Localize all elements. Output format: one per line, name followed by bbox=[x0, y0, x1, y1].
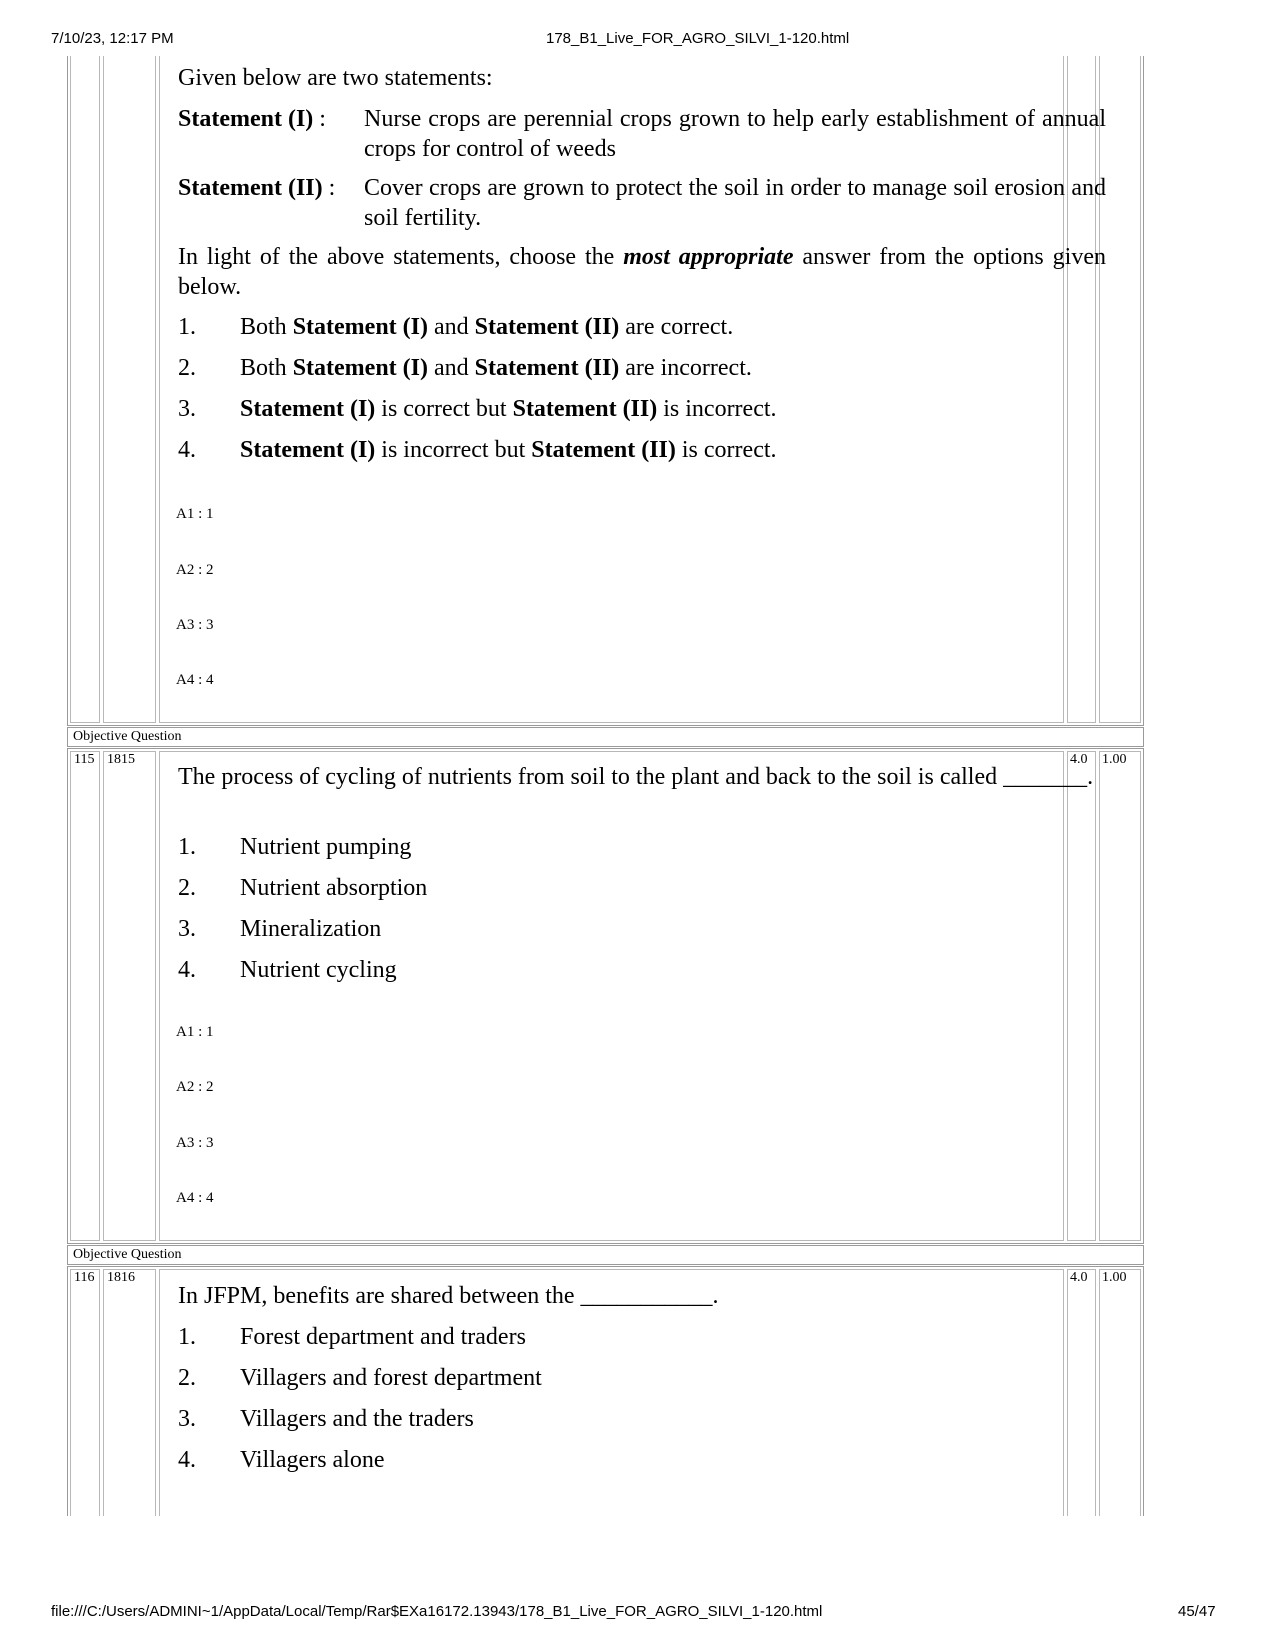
q115-sno: 115 bbox=[74, 752, 95, 767]
q114-answer-4: A4 : 4 bbox=[176, 672, 214, 688]
q114-answer-1: A1 : 1 bbox=[176, 506, 214, 522]
q114-statement-1: Statement (I) : Nurse crops are perennial crops grown to help early establishment of annual crops for control of weeds bbox=[178, 106, 1106, 162]
q116-qid: 1816 bbox=[107, 1270, 135, 1285]
q115-type: Objective Question bbox=[73, 729, 182, 744]
q115-qid: 1815 bbox=[107, 752, 135, 767]
cell-marks-115 bbox=[1067, 751, 1096, 1241]
q116-type: Objective Question bbox=[73, 1247, 182, 1262]
cell-sno-115 bbox=[70, 751, 100, 1241]
statement-1-label: Statement (I) bbox=[178, 106, 314, 132]
statement-1-text: Nurse crops are perennial crops grown to help early establishment of annual crops for control of weeds bbox=[364, 106, 1106, 162]
statement-2-label: Statement (II) bbox=[178, 175, 323, 201]
statement-2-text: Cover crops are grown to protect the soil in order to manage soil erosion and soil fertility. bbox=[364, 175, 1106, 231]
q116-sno: 116 bbox=[74, 1270, 95, 1285]
q115-marks: 4.0 bbox=[1070, 752, 1088, 767]
cell-qid-114 bbox=[103, 56, 156, 723]
q114-instruction: In light of the above statements, choose the most appropriate answer from the options given below. bbox=[178, 244, 1107, 300]
print-datetime: 7/10/23, 12:17 PM bbox=[51, 30, 174, 47]
cell-qid-115 bbox=[103, 751, 156, 1241]
qtype-row-116 bbox=[67, 1245, 1144, 1265]
q114-intro: Given below are two statements: bbox=[178, 65, 493, 91]
q115-question: The process of cycling of nutrients from soil to the plant and back to the soil is called _______. bbox=[178, 764, 1094, 790]
print-file-path: file:///C:/Users/ADMINI~1/AppData/Local/Temp/Rar$EXa16172.13943/178_B1_Live_FOR_AGRO_SILVI_1-120.html bbox=[51, 1603, 823, 1620]
q115-answer-3: A3 : 3 bbox=[176, 1135, 214, 1151]
q116-negative: 1.00 bbox=[1102, 1270, 1127, 1285]
emphasis-text: most appropriate bbox=[623, 244, 794, 270]
cell-sno-116 bbox=[70, 1269, 100, 1516]
cell-qid-116 bbox=[103, 1269, 156, 1516]
cell-negative-115 bbox=[1099, 751, 1141, 1241]
q114-statement-2: Statement (II) : Cover crops are grown to protect the soil in order to manage soil erosion and soil fertility. bbox=[178, 175, 1106, 231]
q115-answer-1: A1 : 1 bbox=[176, 1024, 214, 1040]
cell-sno-114 bbox=[70, 56, 100, 723]
qtype-row-115 bbox=[67, 727, 1144, 747]
q114-answer-3: A3 : 3 bbox=[176, 617, 214, 633]
q115-negative: 1.00 bbox=[1102, 752, 1127, 767]
q116-marks: 4.0 bbox=[1070, 1270, 1088, 1285]
q115-answer-4: A4 : 4 bbox=[176, 1190, 214, 1206]
q115-answer-2: A2 : 2 bbox=[176, 1079, 214, 1095]
page-number: 45/47 bbox=[1178, 1603, 1216, 1620]
print-title: 178_B1_Live_FOR_AGRO_SILVI_1-120.html bbox=[546, 30, 850, 47]
q114-answer-2: A2 : 2 bbox=[176, 562, 214, 578]
cell-question-115 bbox=[159, 751, 1064, 1241]
q116-question: In JFPM, benefits are shared between the ___________. bbox=[178, 1283, 719, 1309]
